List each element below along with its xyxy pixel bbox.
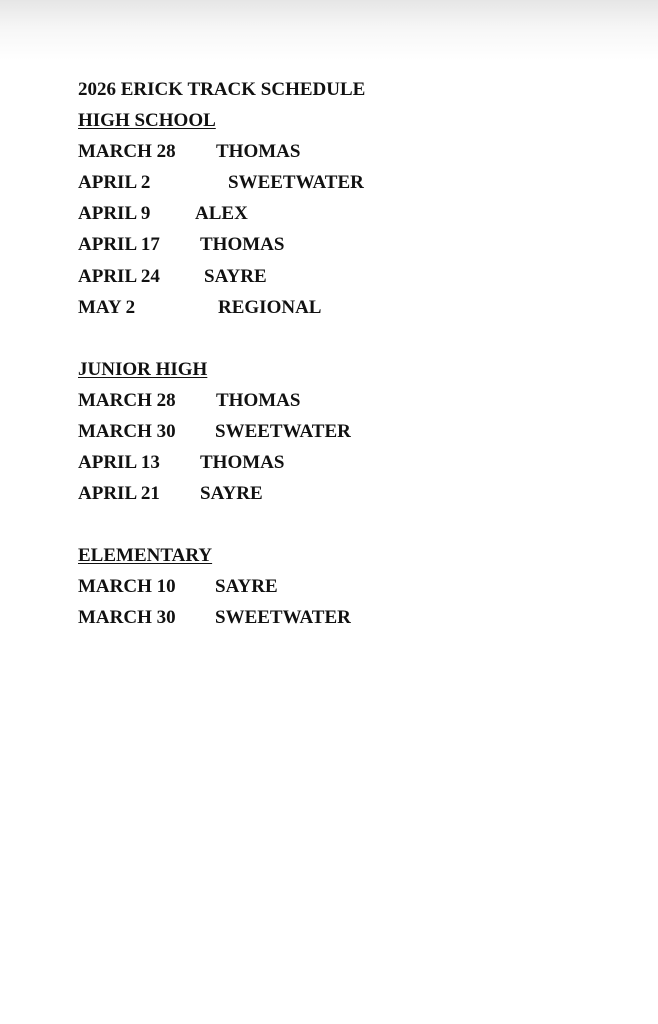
schedule-row	[78, 575, 365, 606]
schedule-row	[78, 140, 365, 171]
meet-date: APRIL 24	[78, 265, 160, 287]
schedule-row	[78, 482, 365, 513]
section-heading-high-school: HIGH SCHOOL	[78, 110, 216, 132]
schedule-row	[78, 171, 365, 202]
meet-opponent: THOMAS	[216, 141, 301, 163]
meet-date: MARCH 10	[78, 576, 176, 598]
meet-opponent: SWEETWATER	[228, 172, 364, 194]
schedule-row	[78, 202, 365, 233]
schedule-row	[78, 420, 365, 451]
meet-opponent: THOMAS	[200, 452, 285, 474]
section-heading-junior-high: JUNIOR HIGH	[78, 358, 208, 380]
meet-date: MARCH 30	[78, 420, 176, 442]
meet-opponent: REGIONAL	[218, 296, 322, 318]
meet-date: APRIL 17	[78, 234, 160, 256]
schedule-title: 2026 ERICK TRACK SCHEDULE	[78, 79, 366, 100]
meet-date: MAY 2	[78, 296, 136, 318]
meet-date: APRIL 21	[78, 483, 160, 505]
schedule-row	[78, 389, 365, 420]
schedule-row	[78, 265, 365, 296]
meet-opponent: SWEETWATER	[215, 607, 351, 629]
meet-date: MARCH 28	[78, 389, 176, 411]
schedule-row	[78, 451, 365, 482]
schedule-row	[78, 233, 365, 264]
meet-opponent: THOMAS	[200, 234, 285, 256]
meet-opponent: THOMAS	[216, 389, 301, 411]
meet-opponent: SAYRE	[204, 265, 267, 287]
meet-date: MARCH 30	[78, 607, 176, 629]
schedule-row	[78, 296, 365, 327]
schedule-row	[78, 606, 365, 637]
meet-opponent: SWEETWATER	[215, 420, 351, 442]
meet-date: APRIL 9	[78, 203, 151, 225]
meet-date: MARCH 28	[78, 141, 176, 163]
meet-opponent: SAYRE	[215, 576, 278, 598]
meet-date: APRIL 2	[78, 172, 151, 194]
section-heading-elementary: ELEMENTARY	[78, 545, 213, 567]
meet-date: APRIL 13	[78, 452, 160, 474]
schedule-document	[78, 78, 365, 638]
meet-opponent: ALEX	[195, 203, 248, 225]
top-shadow	[0, 0, 658, 60]
meet-opponent: SAYRE	[200, 483, 263, 505]
